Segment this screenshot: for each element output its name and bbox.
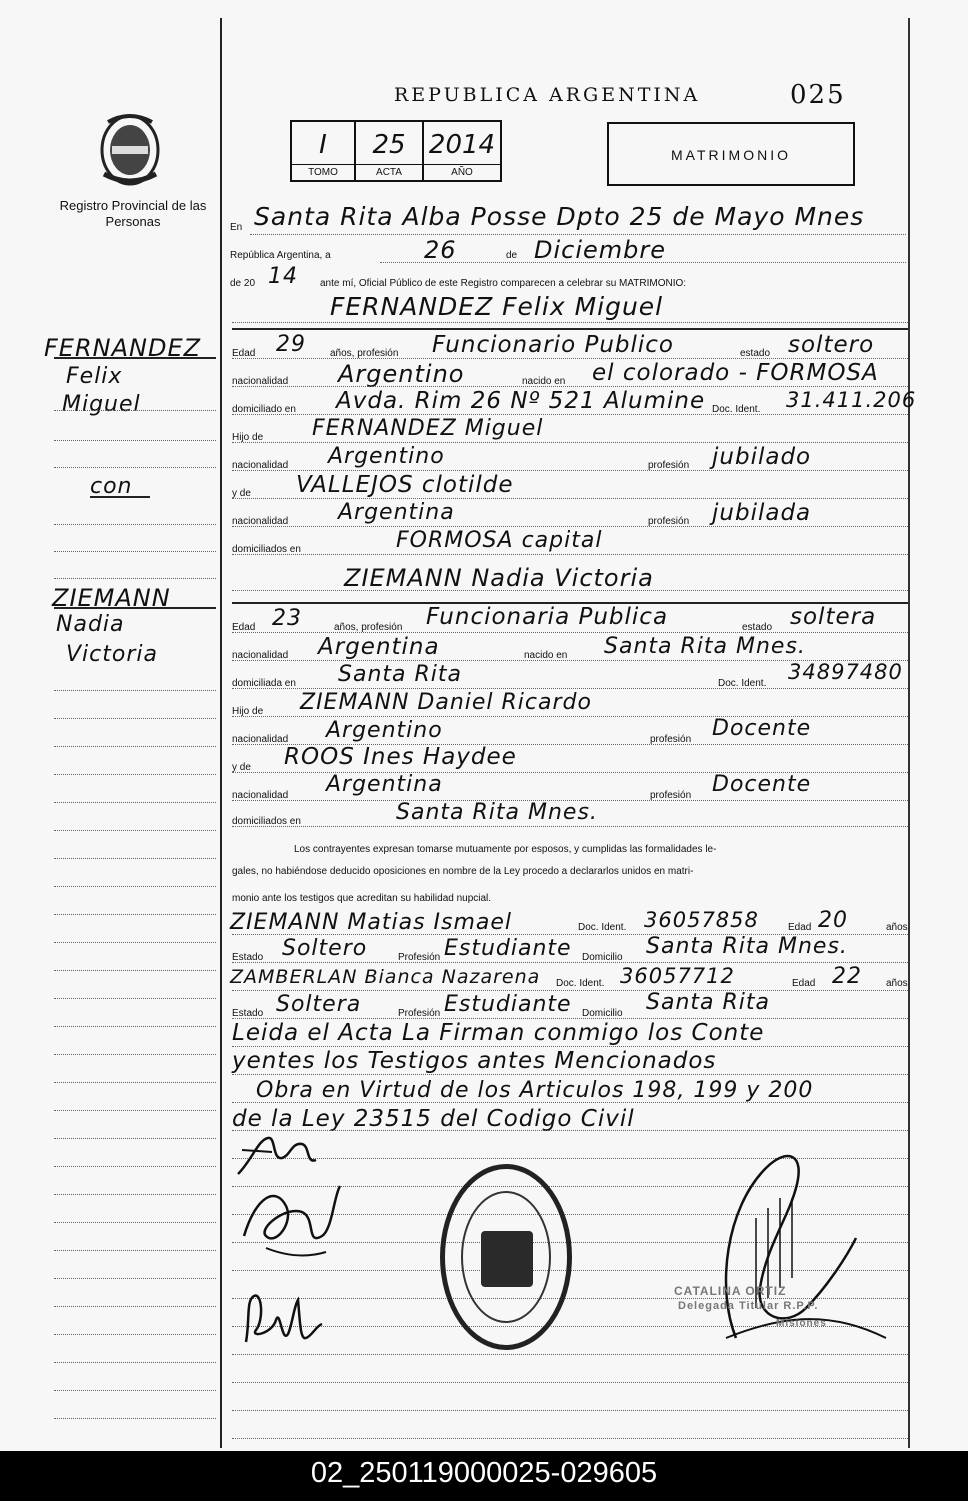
line-rule xyxy=(250,234,906,235)
margin-rule xyxy=(54,1082,216,1083)
margin-spouse2-first: Nadia xyxy=(56,612,125,637)
margin-spouse1-first: Felix xyxy=(66,364,123,389)
witness2-estado: Soltera xyxy=(276,992,362,1017)
nacionalidad-label: nacionalidad xyxy=(232,734,289,745)
anio-label: AÑO xyxy=(424,164,500,180)
line-rule xyxy=(232,826,908,827)
spouse1-estado: soltero xyxy=(788,332,875,358)
spouse1-padre-profesion: jubilado xyxy=(712,444,812,470)
witness2-doc: 36057712 xyxy=(620,964,735,988)
witness2-name: ZAMBERLAN Bianca Nazarena xyxy=(230,966,541,988)
margin-rule xyxy=(54,1166,216,1167)
estado-label: estado xyxy=(742,622,773,633)
spouse2-padre-profesion: Docente xyxy=(712,716,812,741)
declaration-line2: gales, no habiéndose deducido oposiciones en nombre de la Ley procedo a declararlos unidos en matri- xyxy=(232,866,694,877)
spouse2-edad: 23 xyxy=(272,606,302,631)
acta-box xyxy=(356,122,424,180)
spouse1-padres-domicilio: FORMOSA capital xyxy=(396,528,603,553)
ceremony-place: Santa Rita Alba Posse Dpto 25 de Mayo Mnes xyxy=(254,202,865,231)
spouse2-nacido: Santa Rita Mnes. xyxy=(604,634,806,659)
spouse1-madre: VALLEJOS clotilde xyxy=(296,472,514,498)
nacionalidad-label: nacionalidad xyxy=(232,460,289,471)
registry-name: Registro Provincial de las Personas xyxy=(59,198,207,229)
domiciliados-label: domiciliados en xyxy=(232,816,301,827)
witness1-edad: 20 xyxy=(818,908,848,933)
margin-rule xyxy=(54,774,216,775)
nacionalidad-label: nacionalidad xyxy=(232,516,289,527)
nacido-label: nacido en xyxy=(524,650,568,661)
line-rule xyxy=(232,1102,908,1103)
page-number: 025 xyxy=(790,80,846,110)
domiciliado-label: domiciliado en xyxy=(232,404,296,415)
margin-rule xyxy=(54,1194,216,1195)
margin-rule xyxy=(54,1306,216,1307)
anos-label: años xyxy=(886,978,908,989)
witness1-doc: 36057858 xyxy=(644,908,759,932)
margin-rule xyxy=(54,1418,216,1419)
spouse1-profesion: Funcionario Publico xyxy=(432,332,675,358)
line-rule xyxy=(232,1438,908,1439)
domiciliada-label: domiciliada en xyxy=(232,678,296,689)
margin-rule xyxy=(54,1334,216,1335)
line-rule xyxy=(232,1074,908,1075)
margin-rule xyxy=(54,410,216,411)
spouse2-profesion: Funcionaria Publica xyxy=(426,604,669,630)
margin-rule xyxy=(54,830,216,831)
margin-rule xyxy=(54,942,216,943)
y-de-label: y de xyxy=(232,762,251,773)
witness1-estado: Soltero xyxy=(282,936,368,961)
spouse-signature-2 xyxy=(236,1176,348,1266)
year-prefix: de 20 xyxy=(230,278,256,289)
margin-rule xyxy=(54,357,216,359)
spouse1-madre-nacionalidad: Argentina xyxy=(338,500,455,525)
spouse1-nacionalidad: Argentino xyxy=(338,360,465,388)
profesion-label: profesión xyxy=(648,460,690,471)
spouse2-madre: ROOS Ines Haydee xyxy=(284,744,517,770)
margin-rule xyxy=(54,1222,216,1223)
closing-line3: Obra en Virtud de los Articulos 198, 199 y 200 xyxy=(256,1078,814,1103)
witness1-name: ZIEMANN Matias Ismael xyxy=(230,910,513,935)
closing-line1: Leida el Acta La Firman conmigo los Conte xyxy=(232,1020,765,1046)
line-rule xyxy=(232,962,908,963)
spouse1-padre: FERNANDEZ Miguel xyxy=(312,416,544,441)
witness1-domicilio: Santa Rita Mnes. xyxy=(646,934,848,959)
margin-rule xyxy=(54,1026,216,1027)
anio-box xyxy=(424,122,500,180)
line-rule xyxy=(232,632,908,633)
provincial-seal-logo xyxy=(96,112,164,188)
margin-rule xyxy=(54,886,216,887)
spouse1-doc: 31.411.206 xyxy=(786,388,917,412)
margin-connector: con xyxy=(90,474,133,499)
margin-rule xyxy=(54,914,216,915)
ceremony-month: Diciembre xyxy=(534,236,667,264)
edad-label: Edad xyxy=(232,622,256,633)
line-rule xyxy=(232,358,908,359)
margin-rule xyxy=(54,578,216,579)
republica-label: República Argentina, a xyxy=(230,250,331,261)
spouse2-padre-nacionalidad: Argentino xyxy=(326,718,443,743)
tomo-label: TOMO xyxy=(292,164,354,180)
witness2-edad: 22 xyxy=(832,964,862,989)
estado-w-label: Estado xyxy=(232,952,264,963)
spouse2-estado: soltera xyxy=(790,604,877,630)
line-rule xyxy=(232,414,908,415)
spouse2-padres-domicilio: Santa Rita Mnes. xyxy=(396,800,598,825)
seal-emblem xyxy=(481,1231,533,1287)
nacionalidad-label: nacionalidad xyxy=(232,650,289,661)
spouse1-domicilio: Avda. Rim 26 Nº 521 Alumine xyxy=(336,388,706,414)
spouse1-padre-nacionalidad: Argentino xyxy=(328,444,445,469)
margin-rule xyxy=(54,746,216,747)
margin-rule xyxy=(54,1278,216,1279)
official-role: Delegada Titular R.P.P. xyxy=(678,1300,819,1312)
doc-ident-label: Doc. Ident. xyxy=(712,404,761,415)
estado-label: estado xyxy=(740,348,771,359)
edad-label: Edad xyxy=(232,348,256,359)
margin-rule xyxy=(54,1390,216,1391)
margin-rule xyxy=(54,858,216,859)
spouse-signature-1 xyxy=(232,1130,322,1180)
document-code-bar: 02_250119000025-029605 xyxy=(0,1451,968,1501)
spouse2-doc: 34897480 xyxy=(788,660,903,684)
profesion-label: profesión xyxy=(650,790,692,801)
closing-line4: de la Ley 23515 del Codigo Civil xyxy=(232,1106,635,1132)
ceremony-year-suffix: 14 xyxy=(268,264,298,289)
profesion-label: profesión xyxy=(648,516,690,527)
tomo-value: I xyxy=(319,130,327,160)
anos-profesion-label: años, profesión xyxy=(330,348,399,359)
official-seal-stamp xyxy=(440,1164,572,1350)
line-rule xyxy=(232,498,908,499)
margin-rule xyxy=(54,970,216,971)
de-label: de xyxy=(506,250,518,261)
margin-rule xyxy=(54,440,216,441)
witness2-profesion: Estudiante xyxy=(444,992,572,1017)
tomo-box xyxy=(292,122,356,180)
domicilio-w-label: Domicilio xyxy=(582,952,623,963)
intro-statement: ante mí, Oficial Público de este Registro comparecen a celebrar su MATRIMONIO: xyxy=(320,278,687,289)
profesion-w-label: Profesión xyxy=(398,952,441,963)
closing-line2: yentes los Testigos antes Mencionados xyxy=(232,1048,717,1074)
doc-ident-label: Doc. Ident. xyxy=(718,678,767,689)
line-rule xyxy=(232,1410,908,1411)
line-rule xyxy=(232,470,908,471)
nacionalidad-label: nacionalidad xyxy=(232,790,289,801)
profesion-label: profesión xyxy=(650,734,692,745)
record-number-boxes xyxy=(290,120,502,182)
spouse1-fullname: FERNANDEZ Felix Miguel xyxy=(330,292,664,321)
ceremony-day: 26 xyxy=(424,236,457,264)
line-rule xyxy=(232,990,908,991)
anio-value: 2014 xyxy=(428,130,496,160)
margin-rule xyxy=(54,1110,216,1111)
spouse2-nacionalidad: Argentina xyxy=(318,634,440,660)
line-rule xyxy=(232,590,908,591)
official-name: CATALINA ORTIZ xyxy=(674,1284,787,1298)
witness-signature xyxy=(236,1290,326,1352)
line-rule xyxy=(232,1130,908,1131)
line-rule xyxy=(232,1382,908,1383)
doc-ident-label: Doc. Ident. xyxy=(578,922,627,933)
line-rule xyxy=(232,386,908,387)
line-rule xyxy=(232,554,908,555)
official-place: Misiones xyxy=(776,1318,827,1329)
spouse2-madre-profesion: Docente xyxy=(712,772,812,797)
witness2-domicilio: Santa Rita xyxy=(646,990,770,1015)
margin-spouse1-middle: Miguel xyxy=(62,392,141,417)
margin-rule xyxy=(54,802,216,803)
edad-label: Edad xyxy=(788,922,812,933)
margin-rule xyxy=(54,690,216,691)
section-divider xyxy=(232,328,908,330)
margin-spouse2-middle: Victoria xyxy=(66,642,158,667)
y-de-label: y de xyxy=(232,488,251,499)
acta-value: 25 xyxy=(372,130,406,160)
margin-spouse1-surname: FERNANDEZ xyxy=(44,334,202,362)
margin-rule xyxy=(54,718,216,719)
line-rule xyxy=(380,262,906,263)
line-rule xyxy=(232,526,908,527)
margin-rule xyxy=(54,1362,216,1363)
hijo-de-label: Hijo de xyxy=(232,432,264,443)
domiciliados-label: domiciliados en xyxy=(232,544,301,555)
spouse2-padre: ZIEMANN Daniel Ricardo xyxy=(300,690,592,715)
line-rule xyxy=(232,688,908,689)
margin-rule xyxy=(54,1250,216,1251)
acta-label: ACTA xyxy=(356,164,422,180)
margin-rule xyxy=(90,496,150,498)
spouse1-nacido: el colorado - FORMOSA xyxy=(592,360,879,386)
profesion-w-label: Profesión xyxy=(398,1008,441,1019)
record-type-box: MATRIMONIO xyxy=(607,122,855,186)
spouse2-madre-nacionalidad: Argentina xyxy=(326,772,443,797)
en-label: En xyxy=(230,222,243,233)
line-rule xyxy=(232,322,908,323)
margin-rule xyxy=(54,1138,216,1139)
line-rule xyxy=(232,1046,908,1047)
declaration-line1: Los contrayentes expresan tomarse mutuamente por esposos, y cumplidas las formalidades le- xyxy=(294,844,717,855)
margin-rule xyxy=(54,998,216,999)
spouse2-fullname: ZIEMANN Nadia Victoria xyxy=(344,564,654,592)
spouse2-domicilio: Santa Rita xyxy=(338,662,462,687)
edad-label: Edad xyxy=(792,978,816,989)
estado-w-label: Estado xyxy=(232,1008,264,1019)
spouse1-edad: 29 xyxy=(276,332,306,357)
nacionalidad-label: nacionalidad xyxy=(232,376,289,387)
nacido-label: nacido en xyxy=(522,376,566,387)
right-border xyxy=(908,18,910,1448)
spouse1-madre-profesion: jubilada xyxy=(712,500,812,526)
margin-rule xyxy=(54,607,216,609)
margin-rule xyxy=(54,1054,216,1055)
margin-divider xyxy=(220,18,222,1448)
line-rule xyxy=(232,1018,908,1019)
anos-label: años xyxy=(886,922,908,933)
domicilio-w-label: Domicilio xyxy=(582,1008,623,1019)
margin-rule xyxy=(54,467,216,468)
margin-spouse2-surname: ZIEMANN xyxy=(52,584,171,612)
line-rule xyxy=(232,442,908,443)
margin-rule xyxy=(54,524,216,525)
doc-ident-label: Doc. Ident. xyxy=(556,978,605,989)
witness1-profesion: Estudiante xyxy=(444,936,572,961)
hijo-de-label: Hijo de xyxy=(232,706,264,717)
document-title: REPUBLICA ARGENTINA xyxy=(394,84,701,106)
margin-rule xyxy=(54,551,216,552)
declaration-line3: monio ante los testigos que acreditan su habilidad nupcial. xyxy=(232,893,492,904)
anos-profesion-label: años, profesión xyxy=(334,622,403,633)
